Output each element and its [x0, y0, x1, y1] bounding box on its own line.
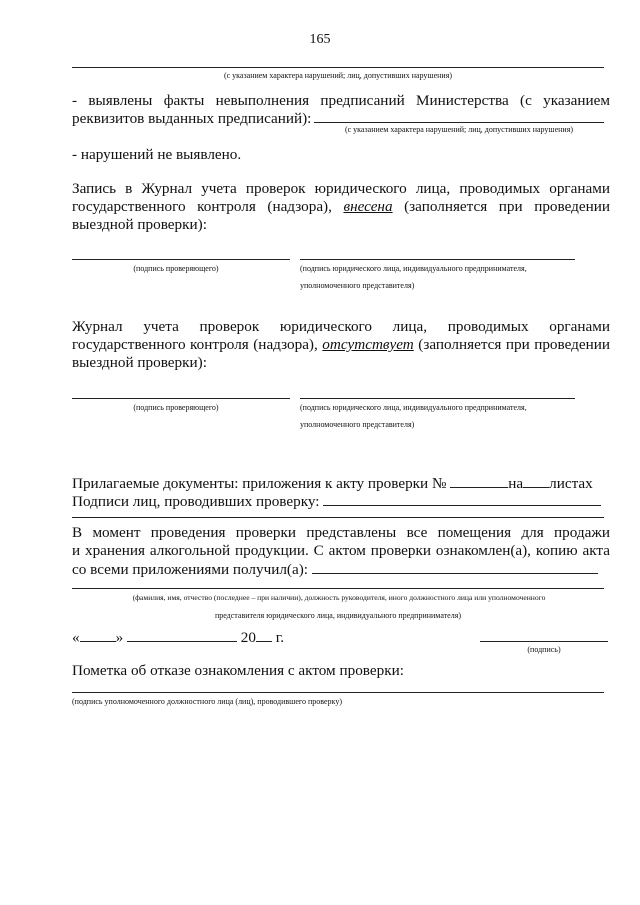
attached-docs-pages-label: листах: [549, 475, 593, 492]
refusal-label: Пометка об отказе ознакомления с актом проверки:: [72, 662, 404, 679]
caption-sig-inspector-2: (подпись проверяющего): [133, 403, 219, 412]
journal-absent-status: отсутствует: [322, 336, 414, 353]
entry-made-line1: Запись в Журнал учета проверок юридического лица, проводимых органами: [72, 180, 610, 197]
signatures-line-2: [72, 517, 604, 518]
journal-absent-line2-pre: государственного контроля (надзора),: [72, 336, 323, 353]
fio-line: [72, 588, 604, 589]
date-day-blank: [80, 628, 116, 642]
entry-made-status: внесена: [343, 198, 393, 215]
date-month-blank: [127, 628, 237, 642]
premises-line2: и хранения алкогольной продукции. С актом проверки ознакомлен(а), копию акта: [72, 542, 610, 559]
attached-docs-on: на: [508, 475, 524, 492]
premises-line3-label: со всеми приложениями получил(а):: [72, 561, 308, 578]
journal-absent-line2: [72, 336, 610, 354]
signature-line: [480, 641, 608, 642]
page-number: 165: [309, 32, 331, 47]
premises-line1: В момент проведения проверки представлены все помещения для продажи: [72, 524, 610, 541]
premises-line3: [72, 560, 598, 579]
caption-sig-entity-2a: (подпись юридического лица, индивидуального предпринимателя,: [300, 403, 527, 412]
caption-fio-1: (фамилия, имя, отчество (последнее – при наличии), должность руководителя, иного должностного лица или уполномоченного: [132, 593, 546, 602]
caption-violations-1: (с указанием характера нарушений; лиц, допустивших нарушения): [223, 71, 453, 80]
signatures-label: Подписи лиц, проводивших проверку:: [72, 493, 320, 510]
date-year-prefix: 20: [240, 629, 256, 646]
signatures-blank: [323, 492, 601, 506]
attached-docs-line: [72, 474, 593, 493]
caption-official: (подпись уполномоченного должностного лица (лиц), проводившего проверку): [72, 697, 342, 706]
caption-violations-2: (с указанием характера нарушений; лиц, допустивших нарушения): [344, 125, 574, 134]
date-year-blank: [256, 628, 272, 642]
caption-sig-entity-1b: уполномоченного представителя): [300, 281, 415, 290]
violations-line-1: [72, 67, 604, 68]
sig-entity-line-1: [300, 259, 575, 260]
entry-made-line2-pre: государственного контроля (надзора),: [72, 198, 344, 215]
date-open-quote: «: [72, 629, 80, 646]
no-violations-text: - нарушений не выявлено.: [72, 146, 242, 163]
sig-inspector-line-2: [72, 398, 290, 399]
caption-sig-entity-2b: уполномоченного представителя): [300, 420, 415, 429]
attached-docs-pages-blank: [523, 474, 549, 488]
entry-made-line2-post: (заполняется при проведении: [392, 198, 610, 215]
attached-docs-number-blank: [450, 474, 508, 488]
attached-docs-label: Прилагаемые документы: приложения к акту проверки №: [72, 475, 447, 492]
date-line: [72, 628, 284, 647]
premises-blank: [312, 560, 598, 574]
violations-line-2: [314, 122, 604, 123]
caption-sig-entity-1a: (подпись юридического лица, индивидуального предпринимателя,: [300, 264, 527, 273]
journal-absent-line3: выездной проверки):: [72, 354, 207, 371]
caption-signature: (подпись): [527, 645, 561, 654]
violations-text-line2: реквизитов выданных предписаний):: [72, 110, 312, 127]
sig-inspector-line-1: [72, 259, 290, 260]
refusal-line: [72, 692, 604, 693]
date-year-suffix: г.: [271, 629, 285, 646]
entry-made-line2: [72, 198, 610, 216]
caption-fio-2: представителя юридического лица, индивидуального предпринимателя): [214, 611, 462, 620]
journal-absent-line1: Журнал учета проверок юридического лица, проводимых органами: [72, 318, 610, 335]
signatures-line: [72, 492, 601, 511]
sig-entity-line-2: [300, 398, 575, 399]
journal-absent-line2-post: (заполняется при проведении: [413, 336, 610, 353]
entry-made-line3: выездной проверки):: [72, 216, 207, 233]
violations-text-line1: - выявлены факты невыполнения предписаний Министерства (с указанием: [72, 92, 610, 109]
date-close-quote: »: [115, 629, 124, 646]
caption-sig-inspector-1: (подпись проверяющего): [133, 264, 219, 273]
